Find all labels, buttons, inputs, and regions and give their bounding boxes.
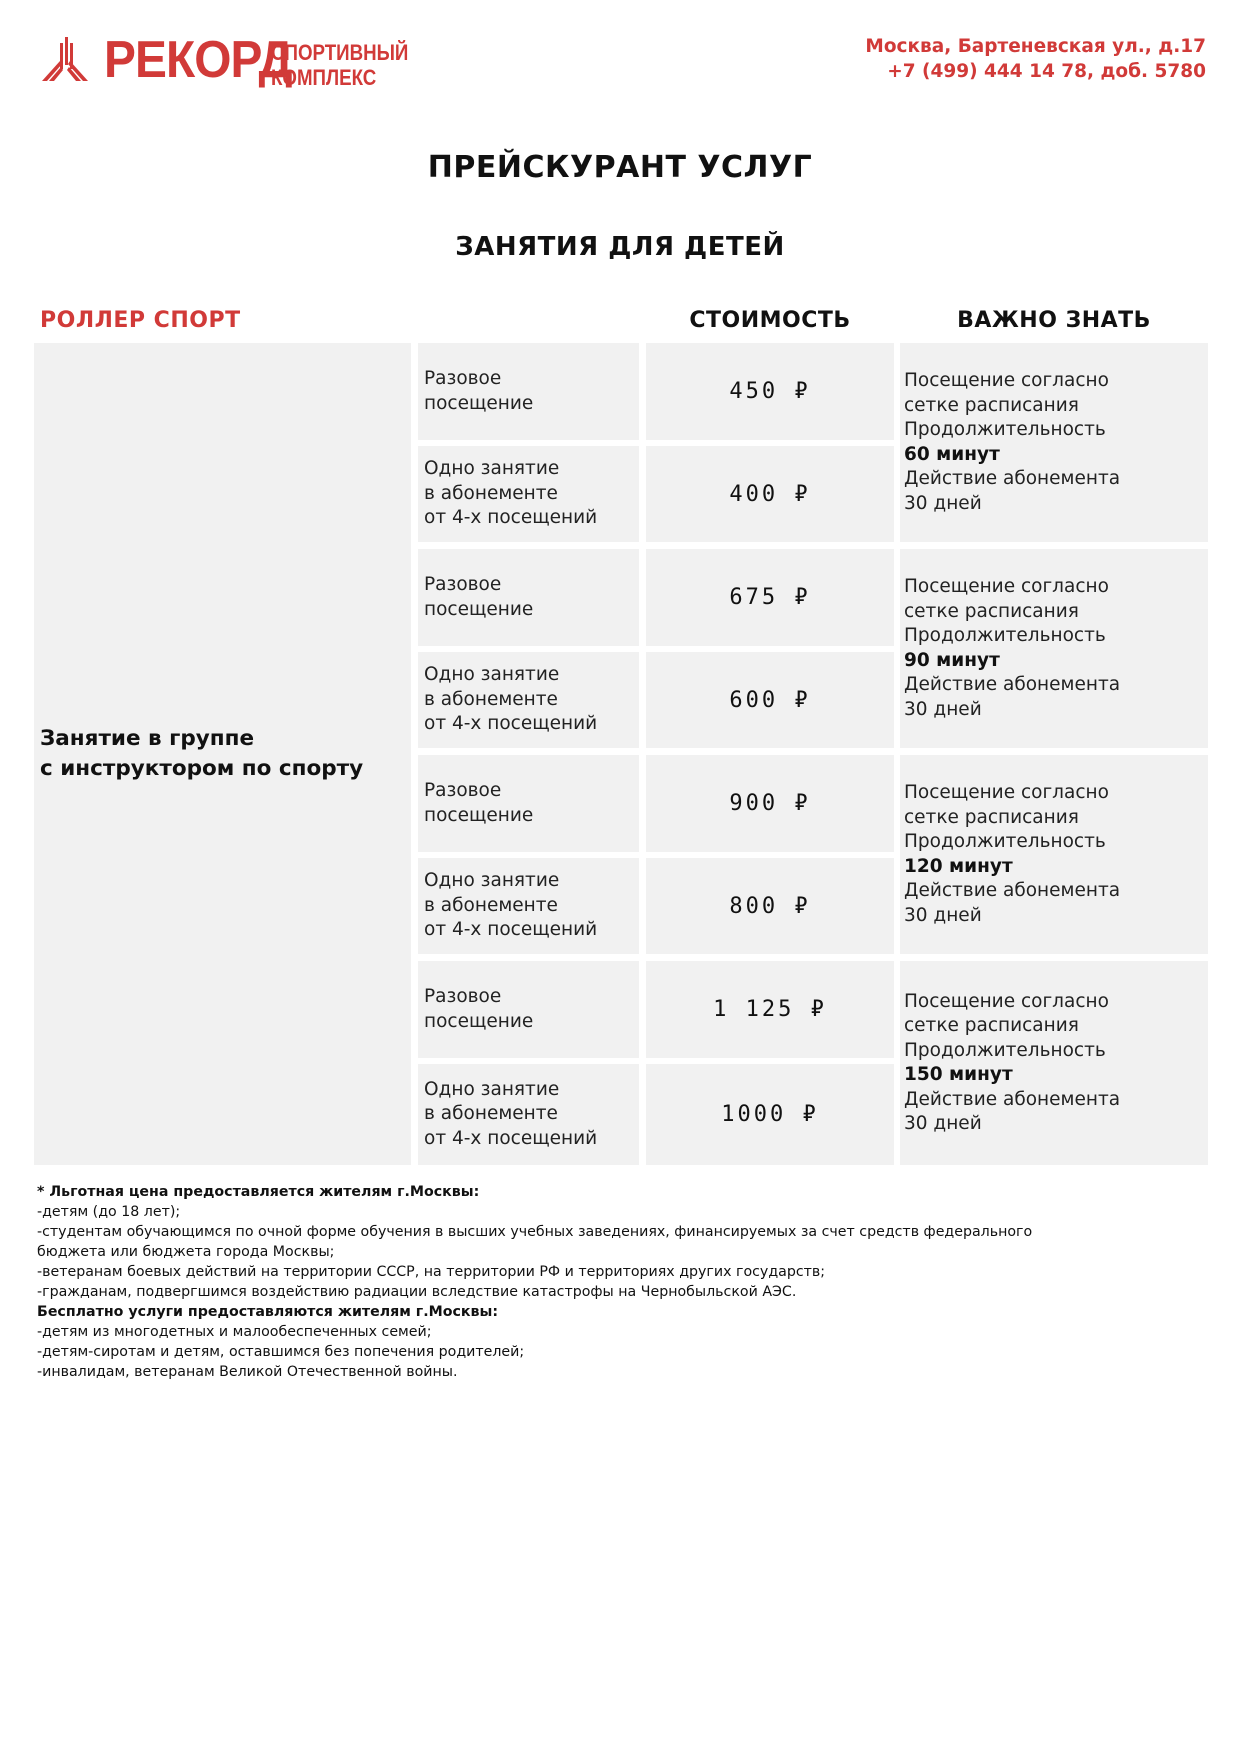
info-line: Действие абонемента — [904, 674, 1121, 695]
free-item: -детям из многодетных и малообеспеченных семей; — [37, 1324, 432, 1340]
single-visit-desc-cell — [418, 549, 639, 646]
desc-line: посещение — [424, 1010, 534, 1032]
desc-line: Разовое — [424, 986, 502, 1007]
info-line: 30 дней — [904, 904, 982, 926]
page-title: ПРЕЙСКУРАНТ УСЛУГ — [427, 150, 813, 185]
info-cell — [900, 343, 1208, 542]
desc-line: посещение — [424, 392, 534, 414]
service-name-line-2: с инструктором по спорту — [40, 756, 364, 781]
desc-line: посещение — [424, 598, 534, 620]
info-line: Посещение согласно — [904, 370, 1109, 391]
brand-tagline-line-1: СПОРТИВНЫЙ — [271, 40, 409, 65]
single-visit-desc-cell — [418, 961, 639, 1058]
single-visit-price: 1 125 ₽ — [646, 961, 894, 1058]
discount-item: -гражданам, подвергшимся воздействию радиации вследствие катастрофы на Чернобыльской АЭС. — [37, 1284, 797, 1300]
free-title: Бесплатно услуги предоставляются жителям г.Москвы: — [37, 1304, 498, 1320]
single-visit-desc-cell — [418, 343, 639, 440]
discount-item: бюджета или бюджета города Москвы; — [37, 1244, 335, 1260]
desc-line: Одно занятие — [424, 870, 560, 892]
info-cell — [900, 961, 1208, 1165]
subscription-price: 1000 ₽ — [646, 1064, 894, 1165]
subscription-desc-cell — [418, 446, 639, 542]
duration: 150 минут — [904, 1064, 1013, 1085]
info-line: 30 дней — [904, 1113, 982, 1134]
info-cell — [900, 549, 1208, 748]
desc-line: в абонементе — [424, 1103, 558, 1125]
desc-line: посещение — [424, 804, 534, 826]
info-line: Продолжительность — [904, 625, 1106, 646]
subscription-desc-cell — [418, 858, 639, 954]
service-name-cell — [34, 343, 411, 1165]
footnotes — [37, 1182, 1207, 1382]
duration: 120 минут — [904, 855, 1013, 877]
discount-item: -детям (до 18 лет); — [37, 1204, 181, 1220]
single-visit-price: 900 ₽ — [646, 755, 894, 852]
duration: 90 минут — [904, 649, 1000, 671]
free-item: -детям-сиротам и детям, оставшимся без попечения родителей; — [37, 1344, 525, 1360]
category-header: РОЛЛЕР СПОРТ — [40, 308, 241, 333]
info-line: Продолжительность — [904, 1039, 1106, 1061]
single-visit-price: 450 ₽ — [646, 343, 894, 440]
discount-title: * Льготная цена предоставляется жителям г.Москвы: — [37, 1184, 480, 1200]
info-line: Посещение согласно — [904, 990, 1109, 1012]
brand-emblem-icon — [40, 35, 90, 85]
desc-line: Разовое — [424, 780, 502, 801]
info-line: сетке расписания — [904, 600, 1079, 622]
subscription-desc-cell — [418, 1064, 639, 1165]
single-visit-price: 675 ₽ — [646, 549, 894, 646]
subscription-price: 800 ₽ — [646, 858, 894, 954]
desc-line: от 4-х посещений — [424, 507, 598, 529]
desc-line: Одно занятие — [424, 1078, 560, 1100]
service-name — [40, 724, 363, 784]
desc-line: от 4-х посещений — [424, 1127, 598, 1149]
duration: 60 минут — [904, 443, 1000, 465]
info-line: сетке расписания — [904, 1015, 1079, 1036]
info-cell — [900, 755, 1208, 954]
info-line: 30 дней — [904, 698, 982, 720]
info-line: Действие абонемента — [904, 880, 1121, 901]
info-line: Действие абонемента — [904, 1088, 1121, 1110]
service-name-line-1: Занятие в группе — [40, 726, 255, 751]
info-line: Посещение согласно — [904, 576, 1109, 597]
discount-item: -ветеранам боевых действий на территории СССР, на территории РФ и территориях других государств; — [37, 1264, 826, 1280]
address: Москва, Бартеневская ул., д.17 — [865, 36, 1206, 57]
desc-line: Одно занятие — [424, 664, 560, 686]
info-line: Посещение согласно — [904, 782, 1109, 803]
brand-tagline-line-2: КОМПЛЕКС — [271, 65, 377, 90]
info-line: Продолжительность — [904, 831, 1106, 852]
desc-line: Разовое — [424, 368, 502, 389]
desc-line: от 4-х посещений — [424, 713, 598, 735]
price-column-header: СТОИМОСТЬ — [689, 308, 851, 333]
desc-line: в абонементе — [424, 688, 558, 710]
info-line: 30 дней — [904, 492, 982, 514]
discount-item: -студентам обучающимся по очной форме обучения в высших учебных заведениях, финансируемых за счет средств федерального — [37, 1224, 1033, 1240]
subscription-price: 600 ₽ — [646, 652, 894, 748]
contacts — [865, 34, 1206, 84]
desc-line: в абонементе — [424, 894, 558, 916]
phone: +7 (499) 444 14 78, доб. 5780 — [887, 61, 1206, 82]
info-line: Продолжительность — [904, 419, 1106, 440]
subscription-desc-cell — [418, 652, 639, 748]
desc-line: Одно занятие — [424, 458, 560, 480]
desc-line: Разовое — [424, 574, 502, 595]
brand-name: РЕКОРД — [104, 31, 292, 89]
info-line: сетке расписания — [904, 806, 1079, 828]
single-visit-desc-cell — [418, 755, 639, 852]
desc-line: от 4-х посещений — [424, 919, 598, 941]
info-line: сетке расписания — [904, 394, 1079, 416]
section-title: ЗАНЯТИЯ ДЛЯ ДЕТЕЙ — [455, 232, 785, 262]
desc-line: в абонементе — [424, 482, 558, 504]
brand-tagline — [271, 40, 408, 90]
free-item: -инвалидам, ветеранам Великой Отечественной войны. — [37, 1364, 458, 1380]
subscription-price: 400 ₽ — [646, 446, 894, 542]
info-column-header: ВАЖНО ЗНАТЬ — [957, 308, 1151, 333]
brand-logo — [40, 31, 308, 89]
info-line: Действие абонемента — [904, 468, 1121, 489]
